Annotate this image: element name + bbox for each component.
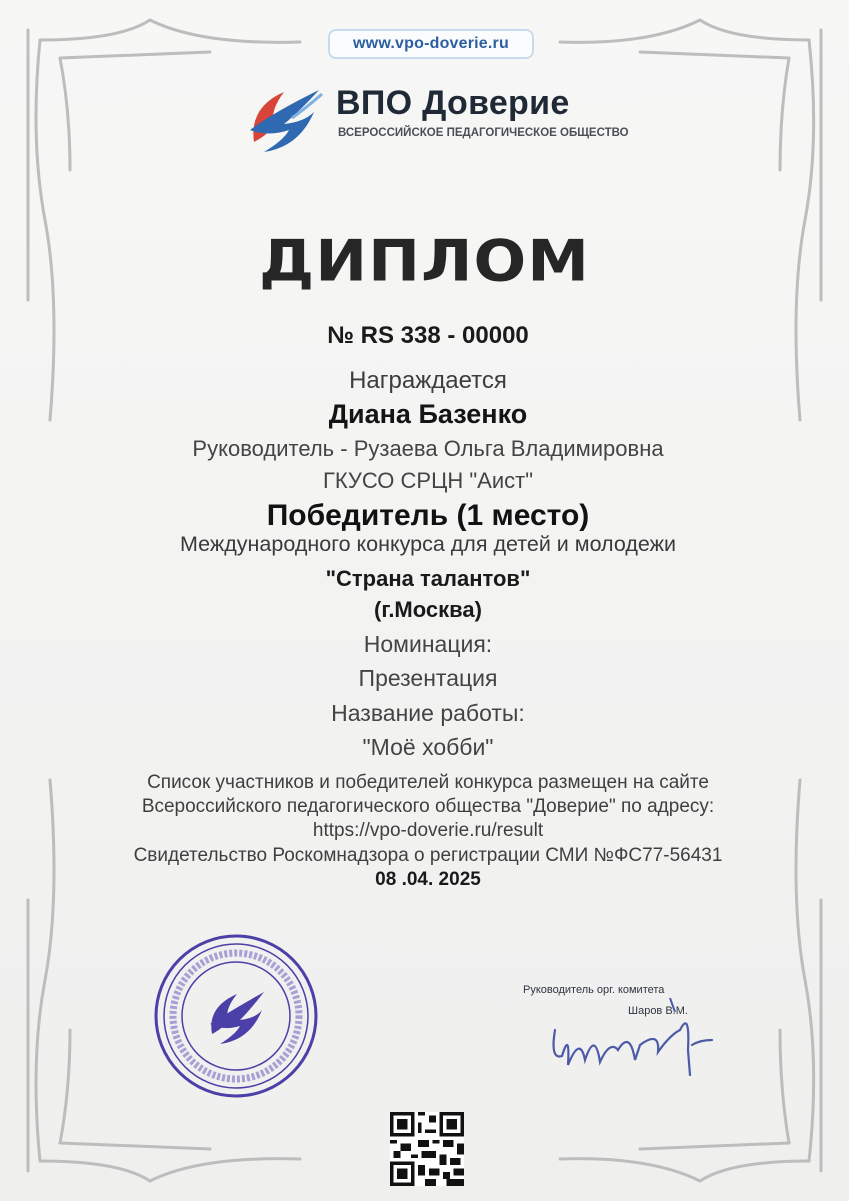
signatory-title: Руководитель орг. комитета <box>523 984 665 996</box>
qr-code-icon[interactable] <box>390 1112 464 1186</box>
brand-name: ВПО Доверие <box>336 84 570 122</box>
vpo-doverie-logo-icon <box>244 82 326 156</box>
contest-name: "Страна талантов" <box>325 566 531 591</box>
nomination-label: Номинация: <box>363 631 493 657</box>
notice-line: Всероссийского педагогического общества "Доверие" по адресу: <box>141 796 715 817</box>
contest-city: (г.Москва) <box>374 597 482 622</box>
contest-description: Международного конкурса для детей и молодежи <box>180 532 676 556</box>
result-link[interactable]: https://vpo-doverie.ru/result <box>312 820 544 841</box>
signatory-name: Шаров В.М. <box>628 1005 688 1017</box>
organization-seal-icon <box>152 932 320 1100</box>
notice-line: Список участников и победителей конкурса размещен на сайте <box>147 772 709 793</box>
site-url-badge[interactable]: www.vpo-doverie.ru <box>328 29 534 59</box>
brand-subtitle: ВСЕРОССИЙСКОЕ ПЕДАГОГИЧЕСКОЕ ОБЩЕСТВО <box>338 127 629 139</box>
recipient-name: Диана Базенко <box>328 399 528 429</box>
diploma-number: № RS 338 - 00000 <box>327 322 529 349</box>
leader-line: Руководитель - Рузаева Ольга Владимировна <box>192 436 664 461</box>
issue-date: 08 .04. 2025 <box>375 869 481 890</box>
awarded-label: Награждается <box>349 367 507 394</box>
work-title-value: "Моё хобби" <box>362 734 494 760</box>
work-title-label: Название работы: <box>331 700 525 726</box>
signature-scribble <box>540 990 730 1080</box>
result-title: Победитель (1 место) <box>266 499 590 532</box>
diploma-title: ДИПЛОМ <box>259 226 590 295</box>
notice-line: Свидетельство Роскомнадзора о регистрации СМИ №ФС77-56431 <box>133 845 723 866</box>
nomination-value: Презентация <box>358 665 498 691</box>
organization-line: ГКУСО СРЦН "Аист" <box>322 468 534 493</box>
